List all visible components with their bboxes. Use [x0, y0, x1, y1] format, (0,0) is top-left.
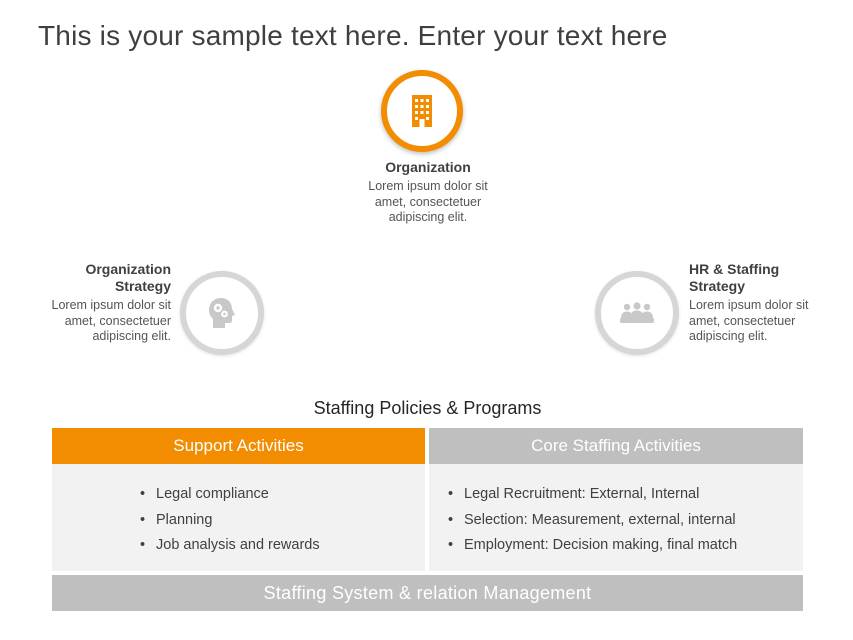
text-line: adipiscing elit.	[689, 329, 768, 343]
core-activities-header: Core Staffing Activities	[429, 428, 803, 464]
list-item: • Legal compliance	[140, 484, 320, 510]
organization-circle	[381, 70, 463, 152]
organization-heading: Organization	[385, 159, 471, 175]
head-gears-icon	[207, 297, 237, 329]
footer-banner: Staffing System & relation Management	[52, 575, 803, 611]
heading-line: HR & Staffing	[689, 261, 780, 277]
section-title: Staffing Policies & Programs	[313, 398, 542, 418]
support-activities-panel	[52, 464, 425, 571]
organization-description	[320, 179, 536, 226]
text-line: adipiscing elit.	[92, 329, 171, 343]
support-activities-header: Support Activities	[52, 428, 425, 464]
heading-line: Strategy	[114, 278, 171, 294]
list-item: • Employment: Decision making, final match	[448, 535, 737, 561]
hr-strategy-description	[689, 298, 849, 345]
org-strategy-circle	[180, 271, 264, 355]
text-line: Lorem ipsum dolor sit	[368, 179, 488, 193]
core-activities-list	[448, 484, 737, 561]
org-strategy-heading	[10, 261, 171, 295]
text-line: Lorem ipsum dolor sit	[689, 298, 809, 312]
org-strategy-description	[0, 298, 171, 345]
page-title: This is your sample text here. Enter your text here	[38, 20, 668, 51]
hr-strategy-heading	[689, 261, 849, 295]
text-line: amet, consectetuer	[64, 313, 171, 328]
building-icon	[410, 95, 434, 127]
text-line: amet, consectetuer	[374, 194, 482, 209]
people-group-icon	[620, 302, 654, 324]
list-item: • Planning	[140, 510, 320, 536]
heading-line: Organization	[85, 261, 171, 277]
heading-line: Strategy	[689, 278, 746, 294]
list-item: • Selection: Measurement, external, internal	[448, 510, 737, 536]
list-item: • Job analysis and rewards	[140, 535, 320, 561]
hr-strategy-circle	[595, 271, 679, 355]
text-line: adipiscing elit.	[388, 210, 468, 224]
list-item: • Legal Recruitment: External, Internal	[448, 484, 737, 510]
core-activities-panel	[429, 464, 803, 571]
text-line: amet, consectetuer	[689, 313, 796, 328]
text-line: Lorem ipsum dolor sit	[51, 298, 171, 312]
support-activities-list	[140, 484, 320, 561]
